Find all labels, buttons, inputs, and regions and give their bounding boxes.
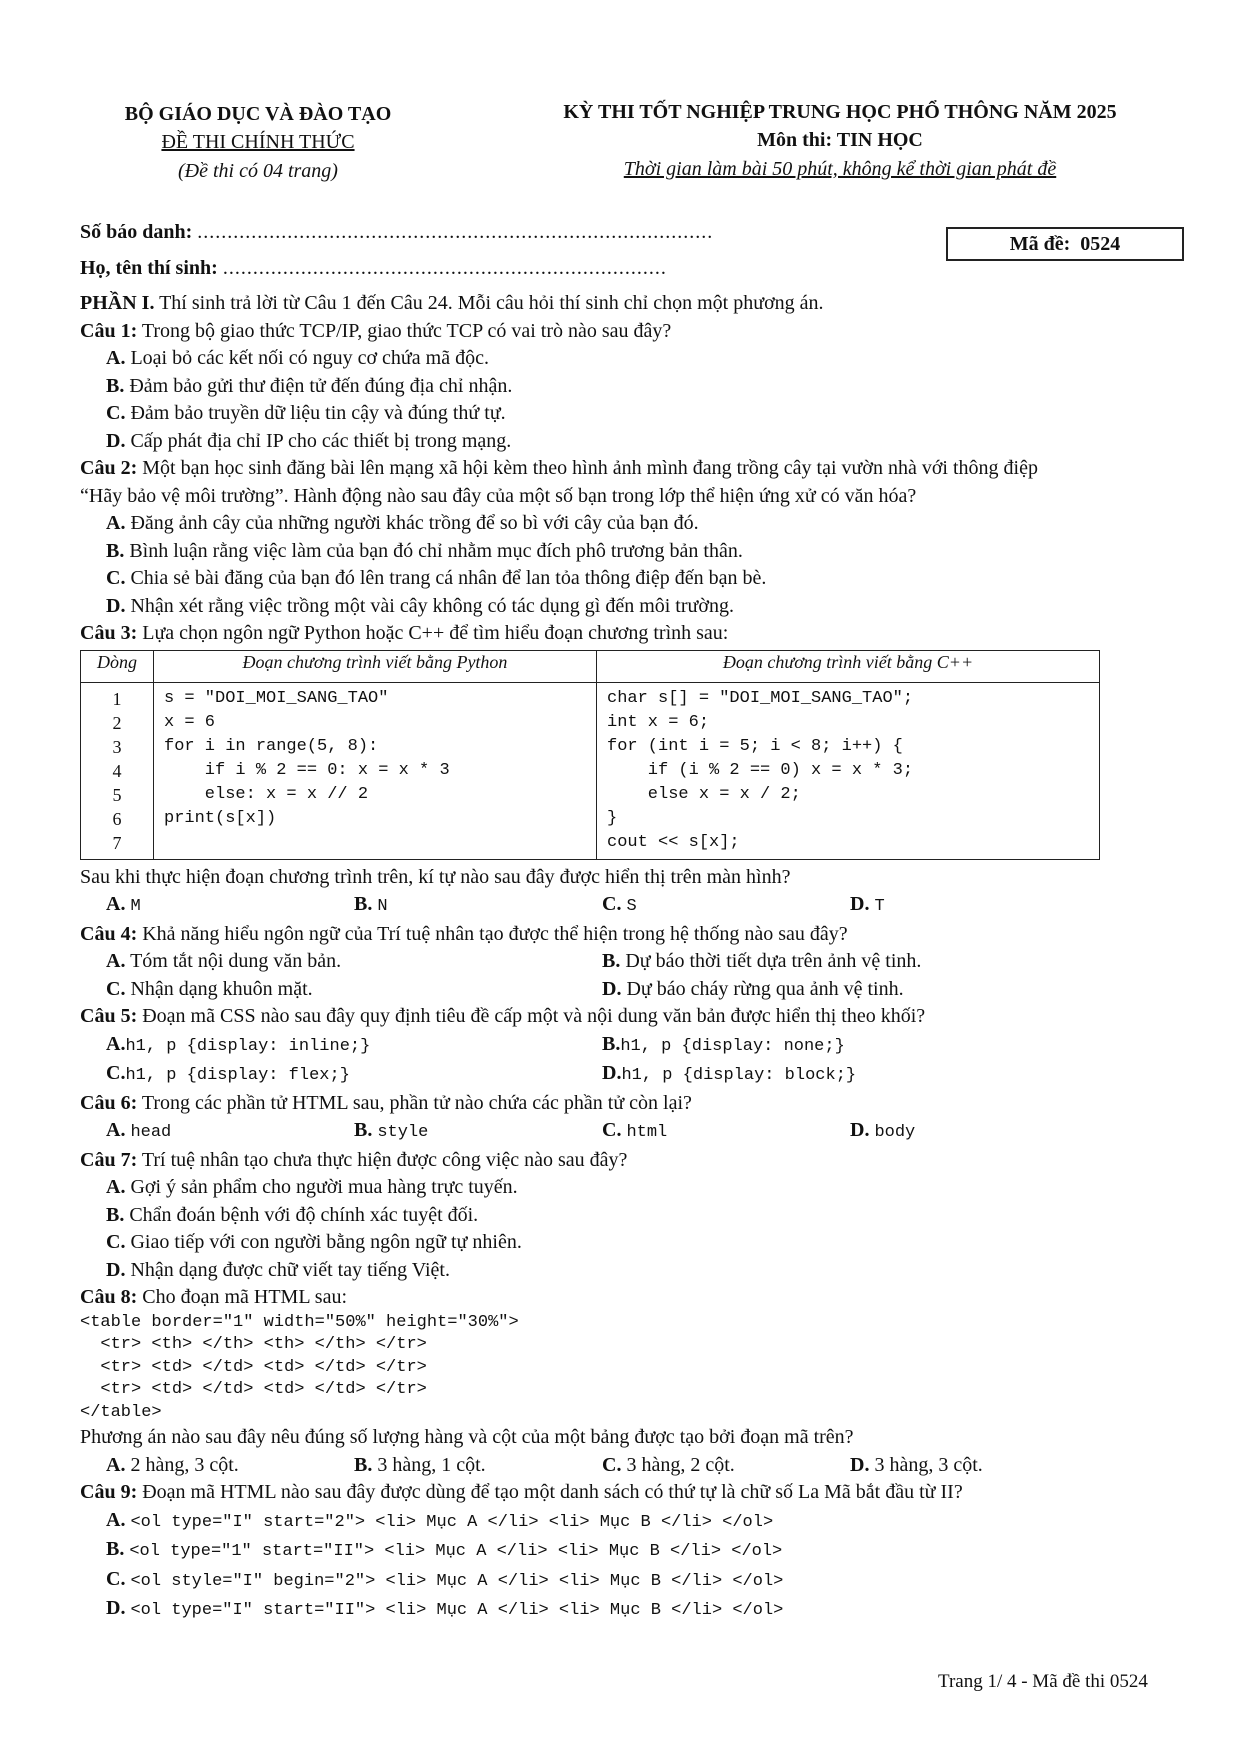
q6-option-c: C. html <box>602 1119 668 1142</box>
question-8: Câu 8: Cho đoạn mã HTML sau: <box>80 1286 348 1308</box>
q8-option-b: B. 3 hàng, 1 cột. <box>354 1453 486 1476</box>
q7-option-a: A. Gợi ý sản phẩm cho người mua hàng trực tuyến. <box>106 1176 518 1198</box>
q9-option-c: C. <ol style="I" begin="2"> <li> Mục A </li> <li> Mục B </li> </ol> <box>106 1567 784 1591</box>
candidate-id-dots: ...................................................................................... <box>197 221 714 243</box>
exam-body <box>80 290 1190 1625</box>
q5-options-row2 <box>80 1060 1190 1090</box>
exam-code-box <box>946 227 1184 261</box>
q1-option-d: D. Cấp phát địa chỉ IP cho các thiết bị trong mạng. <box>106 429 512 452</box>
question-6: Câu 6: Trong các phần tử HTML sau, phần tử nào chứa các phần tử còn lại? <box>80 1091 692 1114</box>
candidate-name-dots: .......................................................................... <box>222 257 667 279</box>
q8-option-c: C. 3 hàng, 2 cột. <box>602 1453 735 1476</box>
q3-option-a: A. M <box>106 893 141 916</box>
q6-option-a: A. head <box>106 1119 172 1142</box>
q2-option-a: A. Đăng ảnh cây của những người khác trồng để so bì với cây của bạn đó. <box>106 512 699 534</box>
code-table <box>80 650 1100 860</box>
q5-option-c: C.h1, p {display: flex;} <box>106 1062 350 1085</box>
exam-time: Thời gian làm bài 50 phút, không kể thời gian phát đề <box>623 158 1057 180</box>
q2-option-c: C. Chia sẻ bài đăng của bạn đó lên trang cá nhân để lan tỏa thông điệp đến bạn bè. <box>106 567 767 589</box>
html-code-block: <table border="1" width="50%" height="30%"> <tr> <th> </th> <th> </th> </tr> <tr> <td> </td> <td> </td> </tr> <tr> <td> </td> <td> </td> </tr> </table> <box>80 1312 519 1422</box>
q9-option-b: B. <ol type="1" start="II"> <li> Mục A </li> <li> Mục B </li> </ol> <box>106 1538 783 1561</box>
q3-option-d: D. T <box>850 893 885 916</box>
question-3: Câu 3: Lựa chọn ngôn ngữ Python hoặc C++ để tìm hiểu đoạn chương trình sau: <box>80 622 729 644</box>
q3-option-c: C. S <box>602 893 637 916</box>
question-2: Câu 2: Một bạn học sinh đăng bài lên mạng xã hội kèm theo hình ảnh mình đang trồng cây tại vườn nhà với thông điệp <box>80 457 1038 479</box>
col-header-cpp: Đoạn chương trình viết bằng C++ <box>597 650 1100 682</box>
col-header-python: Đoạn chương trình viết bằng Python <box>154 650 597 682</box>
q4-option-c: C. Nhận dạng khuôn mặt. <box>106 977 313 1000</box>
candidate-name-label: Họ, tên thí sinh: <box>80 257 218 279</box>
q6-option-b: B. style <box>354 1119 429 1142</box>
col-header-line: Dòng <box>81 650 154 682</box>
q8-options <box>80 1452 1190 1480</box>
python-code-column: s = "DOI_MOI_SANG_TAO" x = 6 for i in range(5, 8): if i % 2 == 0: x = x * 3 else: x = x // 2 print(s[x]) <box>154 682 597 859</box>
q1-option-c: C. Đảm bảo truyền dữ liệu tin cậy và đúng thứ tự. <box>106 402 506 424</box>
exam-code-value: 0524 <box>1080 233 1121 255</box>
question-9: Câu 9: Đoạn mã HTML nào sau đây được dùng để tạo một danh sách có thứ tự là chữ số La Mã bắt đầu từ II? <box>80 1481 963 1503</box>
q7-option-b: B. Chẩn đoán bệnh với độ chính xác tuyệt đối. <box>106 1203 479 1226</box>
q5-option-d: D.h1, p {display: block;} <box>602 1062 857 1085</box>
q4-options-row2 <box>80 976 1190 1004</box>
page-footer: Trang 1/ 4 - Mã đề thi 0524 <box>938 1671 1148 1692</box>
header-right <box>500 98 1180 184</box>
q6-option-d: D. body <box>850 1119 916 1142</box>
q4-option-b: B. Dự báo thời tiết dựa trên ảnh vệ tinh. <box>602 950 922 972</box>
q5-option-b: B.h1, p {display: none;} <box>602 1032 845 1056</box>
q4-options-row1 <box>80 948 1190 976</box>
header-left <box>88 100 428 186</box>
q7-option-d: D. Nhận dạng được chữ viết tay tiếng Việt. <box>106 1258 450 1281</box>
ministry-name: BỘ GIÁO DỤC VÀ ĐÀO TẠO <box>124 103 392 125</box>
q2-option-d: D. Nhận xét rằng việc trồng một vài cây không có tác dụng gì đến môi trường. <box>106 594 734 617</box>
q9-option-a: A. <ol type="I" start="2"> <li> Mục A </li> <li> Mục B </li> </ol> <box>106 1508 774 1532</box>
question-5: Câu 5: Đoạn mã CSS nào sau đây quy định tiêu đề cấp một và nội dung văn bản được hiển thị theo khối? <box>80 1005 926 1027</box>
official-label: ĐỀ THI CHÍNH THỨC <box>161 131 355 153</box>
question-8-after: Phương án nào sau đây nêu đúng số lượng hàng và cột của một bảng được tạo bởi đoạn mã trên? <box>80 1426 854 1448</box>
page-count: (Đề thi có 04 trang) <box>178 160 338 182</box>
candidate-id-label: Số báo danh: <box>80 221 193 243</box>
q4-option-d: D. Dự báo cháy rừng qua ảnh vệ tinh. <box>602 977 904 1000</box>
question-1: Câu 1: Trong bộ giao thức TCP/IP, giao thức TCP có vai trò nào sau đây? <box>80 319 672 342</box>
q5-options-row1 <box>80 1031 1190 1061</box>
candidate-name-line <box>80 257 667 280</box>
exam-subject: Môn thi: TIN HỌC <box>757 129 923 151</box>
q8-option-a: A. 2 hàng, 3 cột. <box>106 1453 239 1476</box>
q1-option-a: A. Loại bỏ các kết nối có nguy cơ chứa mã độc. <box>106 347 489 369</box>
q5-option-a: A.h1, p {display: inline;} <box>106 1032 371 1056</box>
question-2-cont: “Hãy bảo vệ môi trường”. Hành động nào sau đây của một số bạn trong lớp thể hiện ứng xử có văn hóa? <box>80 484 917 507</box>
q1-option-b: B. Đảm bảo gửi thư điện tử đến đúng địa chỉ nhận. <box>106 374 513 397</box>
q4-option-a: A. Tóm tắt nội dung văn bản. <box>106 950 342 972</box>
part1-heading: PHẦN I. Thí sinh trả lời từ Câu 1 đến Câu 24. Mỗi câu hỏi thí sinh chỉ chọn một phương án. <box>80 292 824 314</box>
q2-option-b: B. Bình luận rằng việc làm của bạn đó chỉ nhằm mục đích phô trương bản thân. <box>106 539 743 562</box>
exam-title: KỲ THI TỐT NGHIỆP TRUNG HỌC PHỔ THÔNG NĂM 2025 <box>563 101 1117 123</box>
q3-option-b: B. N <box>354 893 388 916</box>
line-number-column: 1 2 3 4 5 6 7 <box>81 682 154 859</box>
exam-code-label: Mã đề: <box>1009 233 1071 255</box>
q7-option-c: C. Giao tiếp với con người bằng ngôn ngữ tự nhiên. <box>106 1231 522 1253</box>
cpp-code-column: char s[] = "DOI_MOI_SANG_TAO"; int x = 6; for (int i = 5; i < 8; i++) { if (i % 2 == 0) x = x * 3; else x = x / 2; } cout << s[x]; <box>597 682 1100 859</box>
question-7: Câu 7: Trí tuệ nhân tạo chưa thực hiện được công việc nào sau đây? <box>80 1148 628 1171</box>
q9-option-d: D. <ol type="I" start="II"> <li> Mục A </li> <li> Mục B </li> </ol> <box>106 1597 784 1620</box>
q6-options <box>80 1117 1190 1147</box>
candidate-id-line <box>80 221 713 244</box>
q8-option-d: D. 3 hàng, 3 cột. <box>850 1453 983 1476</box>
question-3-after: Sau khi thực hiện đoạn chương trình trên, kí tự nào sau đây được hiển thị trên màn hình? <box>80 865 791 888</box>
q3-options <box>80 891 1190 921</box>
question-4: Câu 4: Khả năng hiểu ngôn ngữ của Trí tuệ nhân tạo được thể hiện trong hệ thống nào sau đây? <box>80 922 848 945</box>
